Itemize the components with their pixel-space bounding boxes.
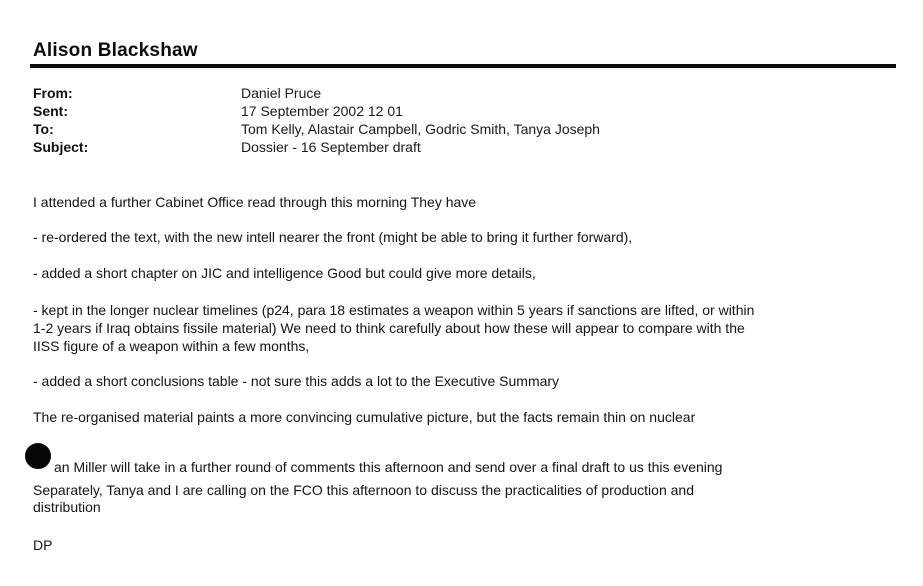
- body-paragraph-conclusions: - added a short conclusions table - not sure this adds a lot to the Executive Summary: [33, 373, 560, 389]
- body-paragraph-nuclear-line-3: IISS figure of a weapon within a few months,: [33, 338, 310, 354]
- mailbox-owner-name: Alison Blackshaw: [33, 40, 198, 61]
- subject-value: Dossier - 16 September draft: [241, 139, 421, 155]
- body-paragraph-nuclear-line-1: - kept in the longer nuclear timelines (p24, para 18 estimates a weapon within 5 years if sanctions are lifted, or within: [33, 302, 755, 318]
- sent-row: [33, 103, 893, 121]
- from-label: From:: [33, 85, 73, 101]
- sent-value: 17 September 2002 12 01: [241, 103, 403, 119]
- header-divider: [30, 64, 896, 68]
- to-label: To:: [33, 121, 54, 137]
- from-value: Daniel Pruce: [241, 85, 322, 101]
- sent-label: Sent:: [33, 103, 68, 119]
- body-paragraph-reordered: - re-ordered the text, with the new intell nearer the front (might be able to bring it further forward),: [33, 229, 633, 245]
- body-paragraph-fco-line-1: Separately, Tanya and I are calling on the FCO this afternoon to discuss the practicalities of production and: [33, 482, 694, 498]
- body-paragraph-nuclear-line-2: 1-2 years if Iraq obtains fissile material) We need to think carefully about how these will appear to compare with the: [33, 320, 745, 336]
- subject-label: Subject:: [33, 139, 89, 155]
- to-row: [33, 121, 893, 139]
- redaction-blot: [25, 443, 51, 469]
- from-row: [33, 85, 893, 103]
- body-paragraph-intro: I attended a further Cabinet Office read through this morning They have: [33, 194, 477, 210]
- body-paragraph-jic-chapter: - added a short chapter on JIC and intelligence Good but could give more details,: [33, 265, 536, 281]
- signoff-initials: DP: [33, 537, 53, 553]
- to-value: Tom Kelly, Alastair Campbell, Godric Smith, Tanya Joseph: [241, 121, 600, 137]
- body-paragraph-miller: an Miller will take in a further round of comments this afternoon and send over a final draft to us this evening: [54, 459, 723, 475]
- subject-row: [33, 139, 893, 157]
- body-paragraph-assessment: The re-organised material paints a more convincing cumulative picture, but the facts remain thin on nuclear: [33, 409, 696, 425]
- body-paragraph-fco-line-2: distribution: [33, 499, 101, 515]
